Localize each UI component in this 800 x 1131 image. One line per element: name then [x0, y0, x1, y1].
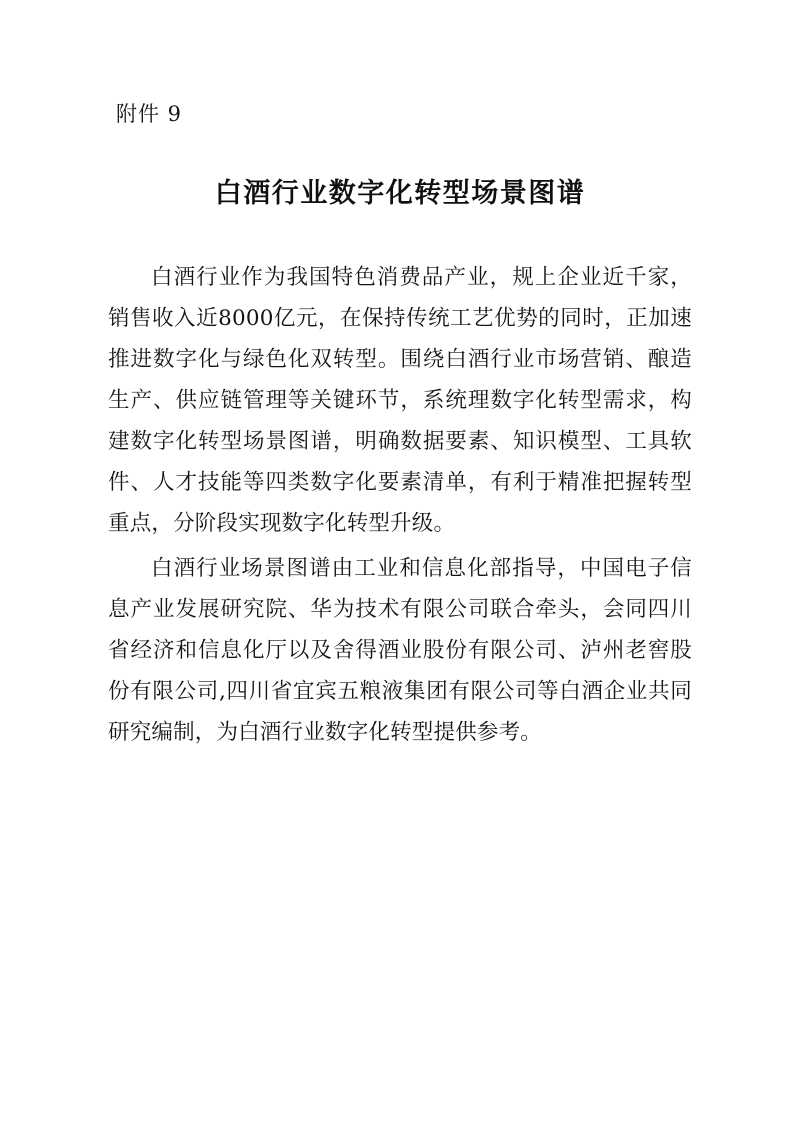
body-paragraph-1: 白酒行业作为我国特色消费品产业，规上企业近千家，销售收入近8000亿元，在保持传统工艺优势的同时，正加速推进数字化与绿色化双转型。围绕白酒行业市场营销、酿造生产、供应链管理等关键环节，系统理数字化转型需求，构建数字化转型场景图谱，明确数据要素、知识模型、工具软件、人才技能等四类数字化要素清单，有利于精准把握转型重点，分阶段实现数字化转型升级。 — [108, 265, 692, 537]
page-title: 白酒行业数字化转型场景图谱 — [214, 178, 586, 210]
body-paragraph-2: 白酒行业场景图谱由工业和信息化部指导，中国电子信息产业发展研究院、华为技术有限公司联合牵头，会同四川省经济和信息化厅以及舍得酒业股份有限公司、泸州老窖股份有限公司,四川省宜宾五粮液集团有限公司等白酒企业共同研究编制，为白酒行业数字化转型提供参考。 — [108, 556, 692, 746]
attachment-label: 附件 9 — [116, 102, 183, 126]
